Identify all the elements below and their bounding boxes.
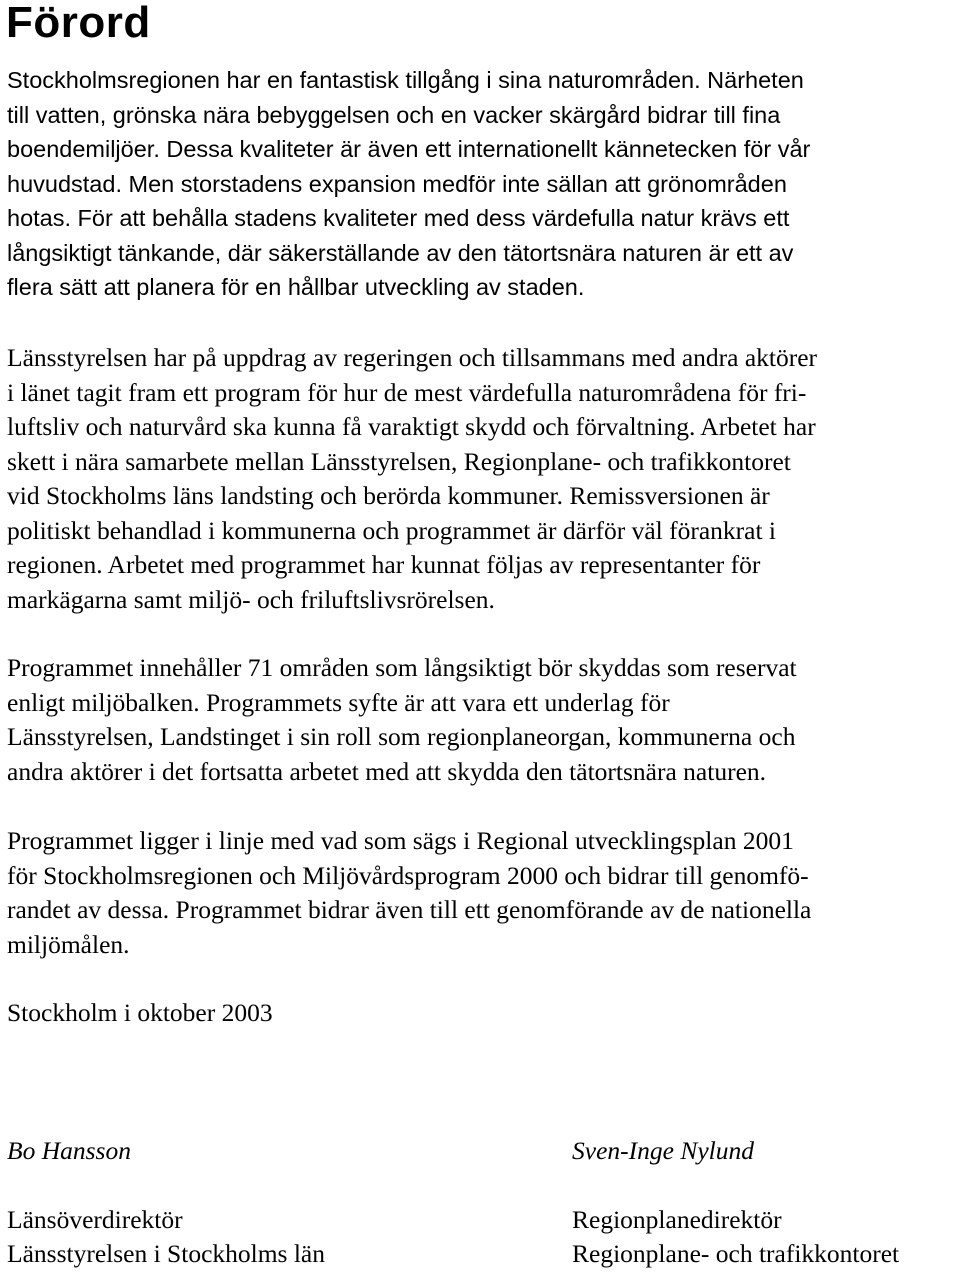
- text-line: politiskt behandlad i kommunerna och programmet är därför väl förankrat i: [7, 515, 776, 545]
- text-line: Länsstyrelsen har på uppdrag av regeringen och tillsammans med andra aktörer: [7, 343, 818, 372]
- text-line: boendemiljöer. Dessa kvaliteter är även ett internationellt kännetecken för vår: [7, 136, 811, 162]
- text-line: andra aktörer i det fortsatta arbetet med att skydda den tätortsnära naturen.: [7, 756, 767, 786]
- text-line: till vatten, grönska nära bebyggelsen och en vacker skärgård bidrar till fina: [7, 101, 781, 128]
- text-line: luftsliv och naturvård ska kunna få varaktigt skydd och förvaltning. Arbetet har: [7, 412, 816, 441]
- signature-block-right: [572, 1134, 899, 1272]
- text-line: Stockholmsregionen har en fantastisk tillgång i sina naturområden. Närheten: [7, 67, 804, 93]
- text-line: vid Stockholms läns landsting och berörda kommuner. Remissversionen är: [7, 481, 770, 510]
- signatory-role: Regionplanedirektör: [572, 1204, 782, 1234]
- text-line: för Stockholmsregionen och Miljövårdsprogram 2000 och bidrar till genomfö-: [7, 860, 809, 890]
- signatory-name: Sven-Inge Nylund: [572, 1136, 754, 1165]
- paragraph-program-background: [7, 341, 817, 617]
- text-line: huvudstad. Men storstadens expansion medför inte sällan att grönområden: [7, 170, 787, 197]
- text-line: Länsstyrelsen, Landstinget i sin roll som regionplaneorgan, kommunerna och: [7, 722, 796, 751]
- paragraph-program-content: [7, 651, 797, 789]
- text-line: enligt miljöbalken. Programmets syfte är att vara ett underlag för: [7, 687, 670, 717]
- text-line: Programmet ligger i linje med vad som sägs i Regional utvecklingsplan 2001: [7, 826, 794, 855]
- text-line: miljömålen.: [7, 929, 130, 959]
- text-line: Programmet innehåller 71 områden som långsiktigt bör skyddas som reservat: [7, 653, 797, 682]
- signature-block-left: [7, 1134, 325, 1272]
- text-line: hotas. För att behålla stadens kvaliteter med dess värdefulla natur krävs ett: [7, 205, 790, 231]
- text-line: regionen. Arbetet med programmet har kunnat följas av representanter för: [7, 550, 761, 579]
- place-and-date: Stockholm i oktober 2003: [7, 998, 273, 1027]
- paragraph-program-alignment: [7, 824, 811, 962]
- text-line: i länet tagit fram ett program för hur de mest värdefulla naturområdena för fri-: [7, 377, 807, 407]
- signatory-role: Länsöverdirektör: [7, 1204, 183, 1234]
- text-line: långsiktigt tänkande, där säkerställande av den tätortsnära naturen är ett av: [7, 239, 794, 266]
- text-line: skett i nära samarbete mellan Länsstyrelsen, Regionplane- och trafikkontoret: [7, 446, 791, 476]
- text-line: markägarna samt miljö- och friluftslivsrörelsen.: [7, 584, 495, 614]
- signatory-name: Bo Hansson: [7, 1136, 131, 1165]
- page-title: Förord: [6, 0, 151, 47]
- paragraph-intro: [7, 63, 810, 305]
- text-line: flera sätt att planera för en hållbar utveckling av staden.: [7, 274, 585, 300]
- text-line: randet av dessa. Programmet bidrar även till ett genomförande av de nationella: [7, 895, 812, 924]
- signatory-organization: Länsstyrelsen i Stockholms län: [7, 1239, 326, 1268]
- signatory-organization: Regionplane- och trafikkontoret: [572, 1239, 900, 1268]
